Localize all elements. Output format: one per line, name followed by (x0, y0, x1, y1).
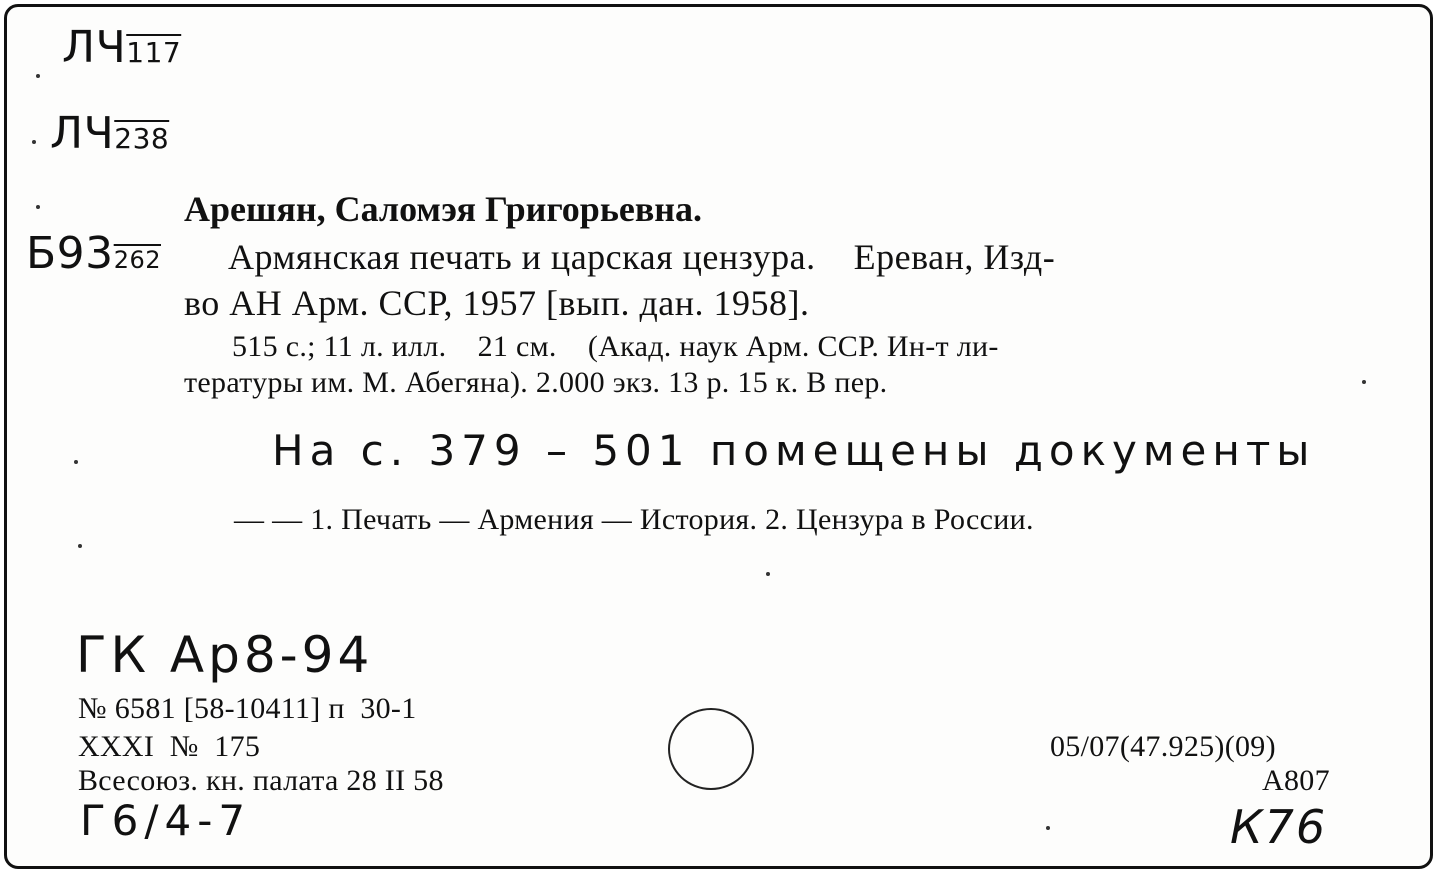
card-hole (668, 708, 754, 790)
shelf-mark-2 (50, 108, 169, 159)
shelf-mark-1-sub: 117 (126, 36, 182, 69)
speck (74, 460, 78, 464)
card-number-line: № 6581 [58-10411] п 30-1 (78, 692, 417, 725)
title-line-1: Армянская печать и царская цензура. Ереван, Изд- (228, 237, 1056, 277)
speck (36, 205, 40, 209)
series-line: XXXI № 175 (78, 730, 261, 763)
shelf-mark-1 (62, 22, 181, 73)
speck (1046, 826, 1050, 830)
subject-headings: — — 1. Печать — Армения — История. 2. Цензура в России. (234, 503, 1034, 536)
bottom-code: Г6/4-7 (80, 796, 252, 845)
title-line-2: во АН Арм. ССР, 1957 [вып. дан. 1958]. (184, 283, 810, 323)
class-code: А807 (1262, 764, 1330, 797)
book-chamber-line: Всесоюз. кн. палата 28 II 58 (78, 764, 444, 797)
shelf-mark-3-sub: 262 (113, 246, 161, 274)
author-heading: Арешян, Саломэя Григорьевна. (184, 189, 703, 229)
speck (32, 140, 36, 144)
physical-description-line-2: тературы им. М. Абегяна). 2.000 экз. 13 р. 15 к. В пер. (184, 366, 888, 399)
shelf-mark-1-main: ЛЧ (62, 22, 127, 73)
shelf-mark-2-main: ЛЧ (50, 108, 115, 159)
speck (1362, 380, 1366, 384)
udc-code: 05/07(47.925)(09) (1050, 730, 1276, 763)
shelf-mark-3 (26, 228, 161, 279)
speck (766, 572, 770, 576)
handwritten-note: На с. 379 – 501 помещены документы (272, 426, 1316, 475)
shelf-mark-3-main: Б93 (26, 228, 114, 279)
gk-code: ГК Ар8-94 (76, 626, 374, 684)
physical-description-line-1: 515 с.; 11 л. илл. 21 см. (Акад. наук Арм. ССР. Ин-т ли- (232, 330, 999, 363)
shelf-mark-2-sub: 238 (114, 122, 170, 155)
corner-code: К76 (1230, 800, 1328, 854)
speck (36, 74, 40, 78)
speck (78, 544, 82, 548)
